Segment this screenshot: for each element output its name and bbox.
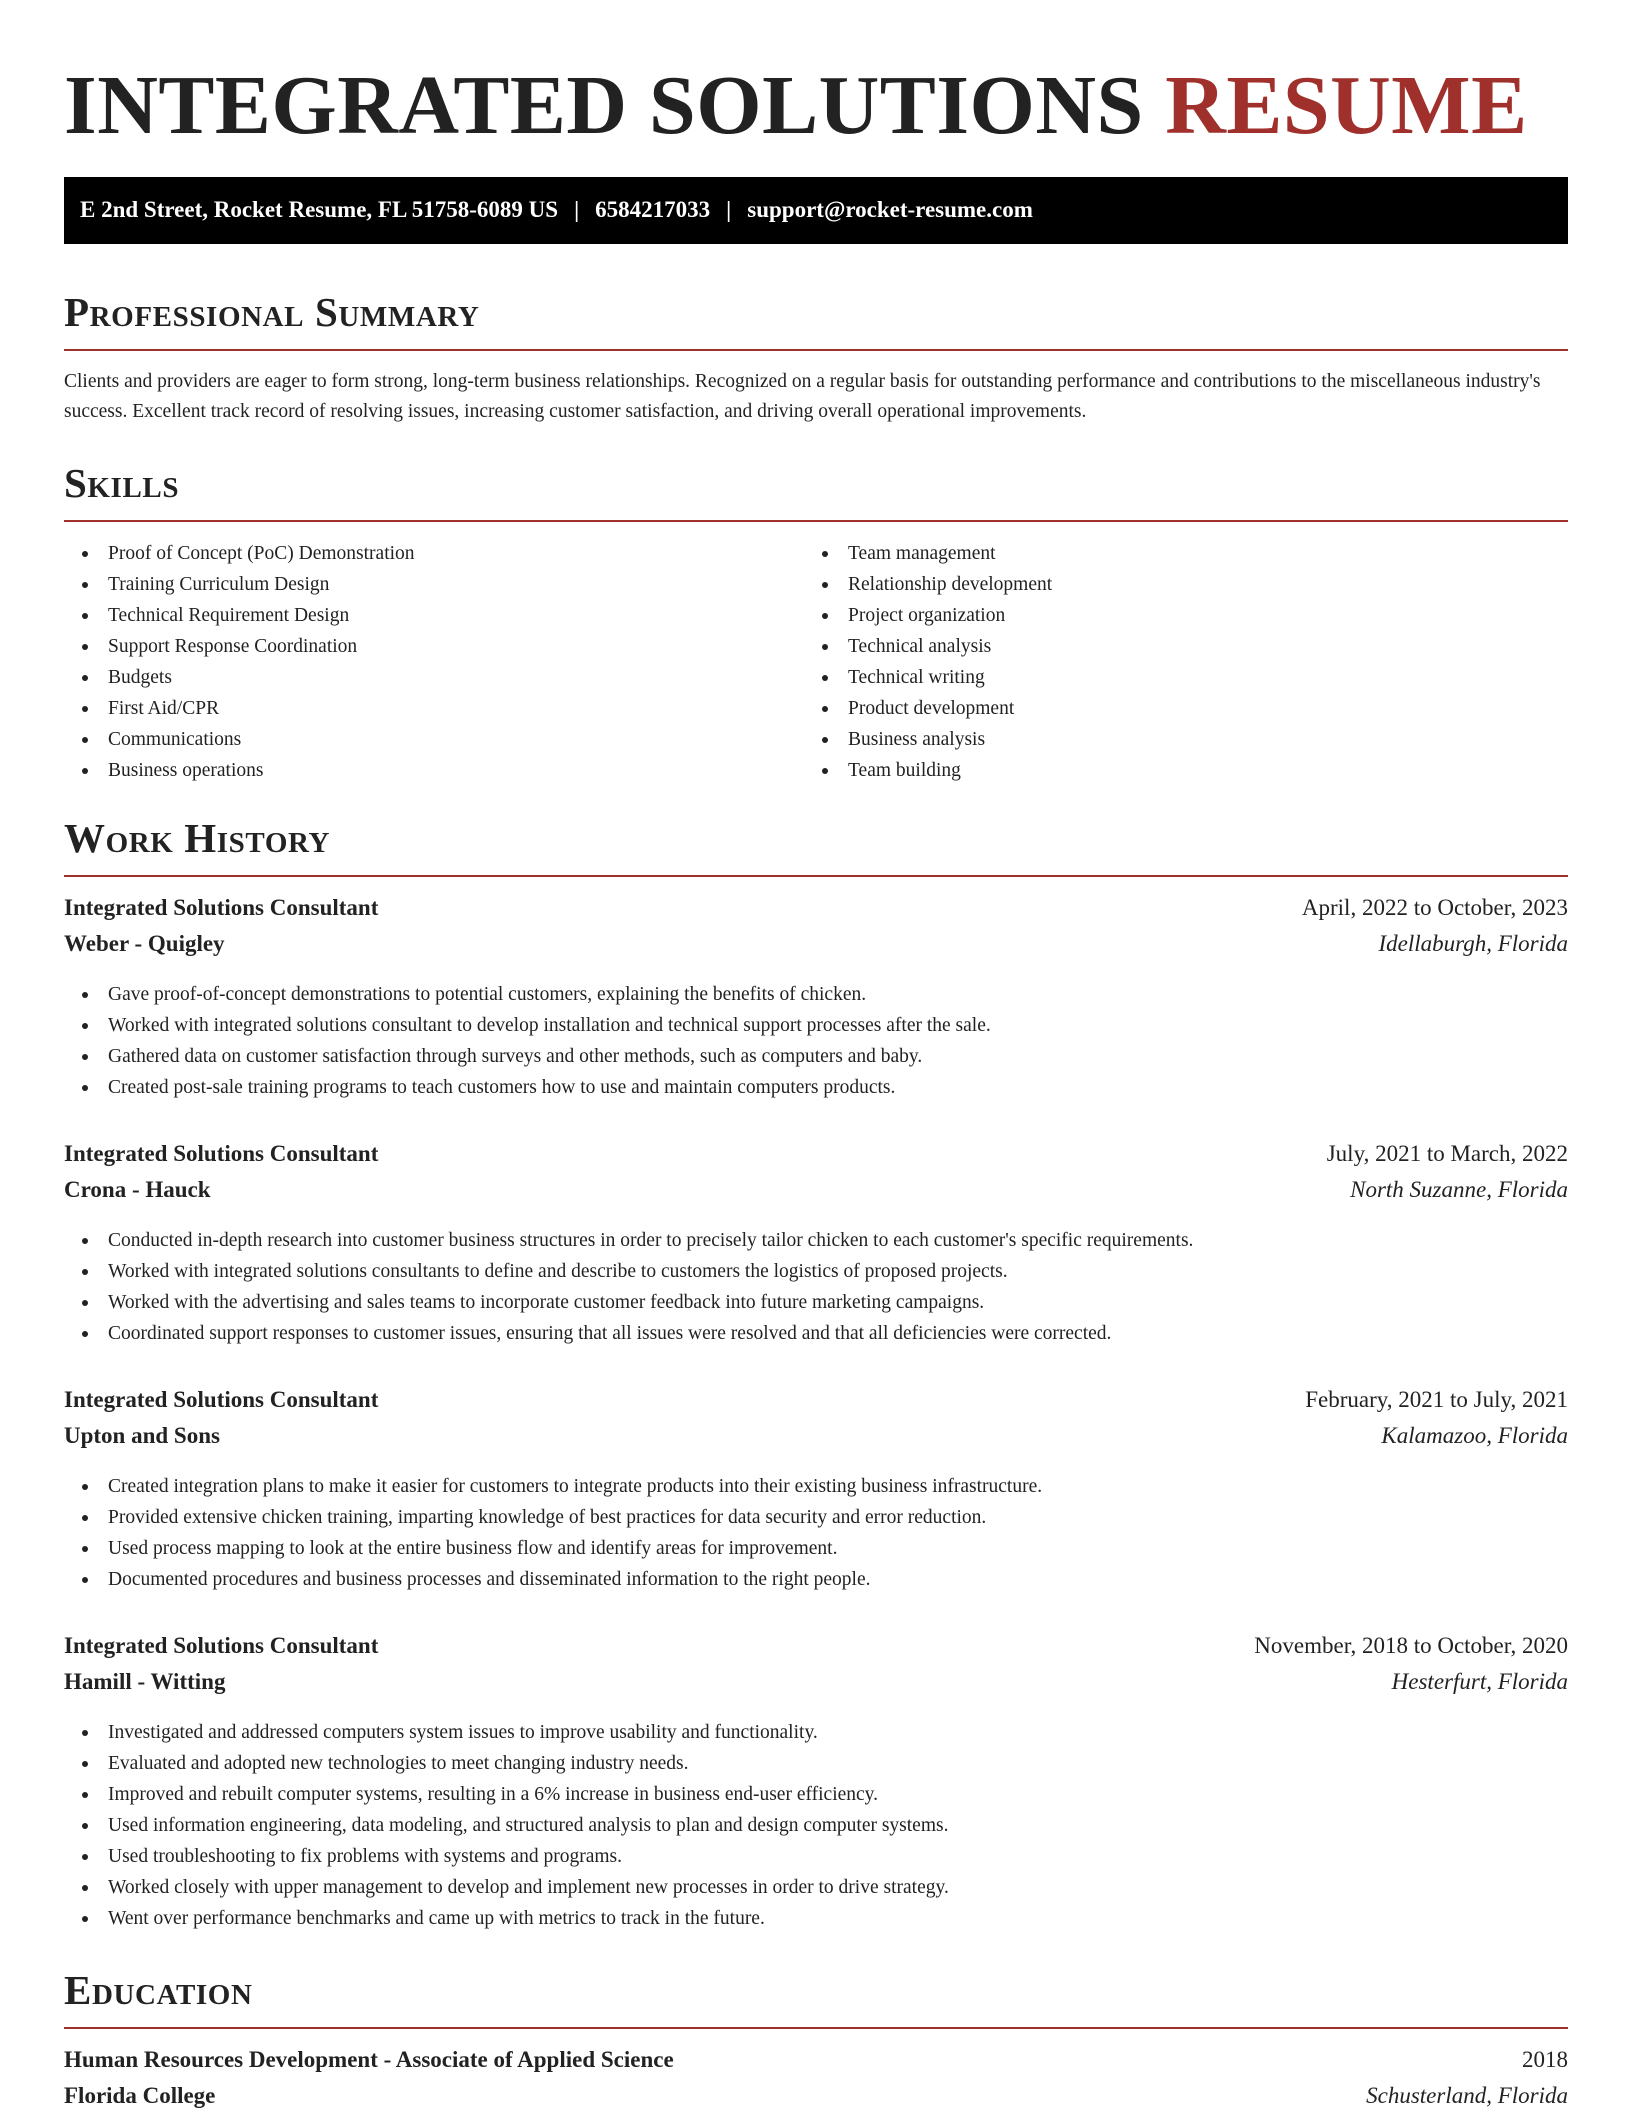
- job-dates: November, 2018 to October, 2020: [1254, 1633, 1568, 1659]
- contact-bar: [64, 177, 1568, 244]
- skill-item: Budgets: [64, 662, 804, 693]
- section-heading-skills: Skills: [64, 459, 180, 506]
- job-dates: April, 2022 to October, 2023: [1301, 895, 1568, 921]
- title-main: INTEGRATED SOLUTIONS: [64, 59, 1144, 152]
- job-company: Hamill - Witting: [64, 1669, 226, 1695]
- education-entry: [64, 2047, 1568, 2119]
- education-degree-row: [64, 2047, 1568, 2083]
- skills-section: [64, 461, 1568, 786]
- skill-item: Technical analysis: [804, 631, 1544, 662]
- education-year: 2018: [1522, 2047, 1568, 2073]
- skills-columns: [64, 538, 1568, 786]
- job-company-row: [64, 1423, 1568, 1459]
- job-company: Upton and Sons: [64, 1423, 220, 1449]
- section-heading-summary: Professional Summary: [64, 288, 480, 335]
- job-company: Crona - Hauck: [64, 1177, 211, 1203]
- skill-item: Communications: [64, 724, 804, 755]
- section-divider: [64, 2027, 1568, 2029]
- job-title: Integrated Solutions Consultant: [64, 1633, 379, 1659]
- skill-item: Relationship development: [804, 569, 1544, 600]
- job-bullets: [64, 1225, 1568, 1349]
- job-header-row: [64, 895, 1568, 931]
- job-bullet: Conducted in-depth research into customer business structures in order to precisely tailor chicken to each customer's specific requirements.: [64, 1225, 1568, 1256]
- skill-item: Technical Requirement Design: [64, 600, 804, 631]
- skill-item: First Aid/CPR: [64, 693, 804, 724]
- job-bullet: Provided extensive chicken training, imparting knowledge of best practices for data security and error reduction.: [64, 1502, 1568, 1533]
- job-header-row: [64, 1387, 1568, 1423]
- job-title: Integrated Solutions Consultant: [64, 895, 379, 921]
- job-bullet: Went over performance benchmarks and came up with metrics to track in the future.: [64, 1903, 1568, 1934]
- skill-item: Proof of Concept (PoC) Demonstration: [64, 538, 804, 569]
- job-bullets: [64, 1717, 1568, 1934]
- job-dates: February, 2021 to July, 2021: [1305, 1387, 1568, 1413]
- job-bullet: Investigated and addressed computers system issues to improve usability and functionality.: [64, 1717, 1568, 1748]
- skill-item: Project organization: [804, 600, 1544, 631]
- job-bullet: Worked closely with upper management to develop and implement new processes in order to drive strategy.: [64, 1872, 1568, 1903]
- job-bullet: Created post-sale training programs to teach customers how to use and maintain computers products.: [64, 1072, 1568, 1103]
- job-bullet: Gave proof-of-concept demonstrations to potential customers, explaining the benefits of chicken.: [64, 979, 1568, 1010]
- job-bullet: Used process mapping to look at the entire business flow and identify areas for improvement.: [64, 1533, 1568, 1564]
- job-company-row: [64, 1177, 1568, 1213]
- job-bullet: Gathered data on customer satisfaction through surveys and other methods, such as computers and baby.: [64, 1041, 1568, 1072]
- job-bullet: Coordinated support responses to customer issues, ensuring that all issues were resolved and that all deficiencies were corrected.: [64, 1318, 1568, 1349]
- job-title: Integrated Solutions Consultant: [64, 1387, 379, 1413]
- section-divider: [64, 520, 1568, 522]
- job-entry: [64, 1387, 1568, 1595]
- skill-item: Technical writing: [804, 662, 1544, 693]
- skill-item: Business analysis: [804, 724, 1544, 755]
- job-dates: July, 2021 to March, 2022: [1326, 1141, 1568, 1167]
- job-company: Weber - Quigley: [64, 931, 225, 957]
- job-entry: [64, 895, 1568, 1103]
- education-school: Florida College: [64, 2083, 216, 2109]
- title-accent: RESUME: [1165, 59, 1528, 152]
- section-divider: [64, 349, 1568, 351]
- skill-item: Product development: [804, 693, 1544, 724]
- skills-list-left: [64, 538, 804, 786]
- job-bullet: Used information engineering, data modeling, and structured analysis to plan and design computer systems.: [64, 1810, 1568, 1841]
- skills-list-right: [804, 538, 1544, 786]
- skill-item: Team building: [804, 755, 1544, 786]
- contact-address: E 2nd Street, Rocket Resume, FL 51758-6089 US: [80, 197, 559, 223]
- education-school-row: [64, 2083, 1568, 2119]
- job-header-row: [64, 1633, 1568, 1669]
- summary-text: Clients and providers are eager to form strong, long-term business relationships. Recognized on a regular basis for outstanding performance and contributions to the miscellaneous industry's success. Excellent track record of resolving issues, increasing customer satisfaction, and driving overall operational improvements.: [64, 370, 1541, 422]
- job-header-row: [64, 1141, 1568, 1177]
- contact-separator: |: [574, 197, 580, 223]
- job-title: Integrated Solutions Consultant: [64, 1141, 379, 1167]
- job-bullet: Worked with the advertising and sales teams to incorporate customer feedback into future marketing campaigns.: [64, 1287, 1568, 1318]
- education-degree: Human Resources Development - Associate of Applied Science: [64, 2047, 674, 2073]
- job-location: Idellaburgh, Florida: [1378, 931, 1568, 957]
- skill-item: Support Response Coordination: [64, 631, 804, 662]
- education-section: [64, 1968, 1568, 2119]
- job-bullets: [64, 979, 1568, 1103]
- job-bullets: [64, 1471, 1568, 1595]
- resume-title: [64, 56, 1568, 157]
- job-bullet: Worked with integrated solutions consultant to develop installation and technical support processes after the sale.: [64, 1010, 1568, 1041]
- section-heading-work: Work History: [64, 814, 331, 861]
- skill-item: Training Curriculum Design: [64, 569, 804, 600]
- job-entry: [64, 1141, 1568, 1349]
- education-location: Schusterland, Florida: [1366, 2083, 1568, 2109]
- job-location: North Suzanne, Florida: [1350, 1177, 1568, 1203]
- job-company-row: [64, 931, 1568, 967]
- job-bullet: Created integration plans to make it easier for customers to integrate products into their existing business infrastructure.: [64, 1471, 1568, 1502]
- work-history-section: [64, 816, 1568, 1934]
- job-bullet: Evaluated and adopted new technologies to meet changing industry needs.: [64, 1748, 1568, 1779]
- contact-separator: |: [726, 197, 732, 223]
- section-divider: [64, 875, 1568, 877]
- job-bullet: Documented procedures and business processes and disseminated information to the right people.: [64, 1564, 1568, 1595]
- job-entry: [64, 1633, 1568, 1934]
- job-company-row: [64, 1669, 1568, 1705]
- job-bullet: Improved and rebuilt computer systems, resulting in a 6% increase in business end-user efficiency.: [64, 1779, 1568, 1810]
- professional-summary-section: [64, 290, 1568, 427]
- skill-item: Team management: [804, 538, 1544, 569]
- job-location: Kalamazoo, Florida: [1381, 1423, 1568, 1449]
- job-location: Hesterfurt, Florida: [1391, 1669, 1568, 1695]
- contact-email: support@rocket-resume.com: [747, 197, 1033, 223]
- contact-phone: 6584217033: [595, 197, 711, 223]
- skill-item: Business operations: [64, 755, 804, 786]
- section-heading-education: Education: [64, 1967, 253, 2014]
- job-bullet: Used troubleshooting to fix problems with systems and programs.: [64, 1841, 1568, 1872]
- job-bullet: Worked with integrated solutions consultants to define and describe to customers the logistics of proposed projects.: [64, 1256, 1568, 1287]
